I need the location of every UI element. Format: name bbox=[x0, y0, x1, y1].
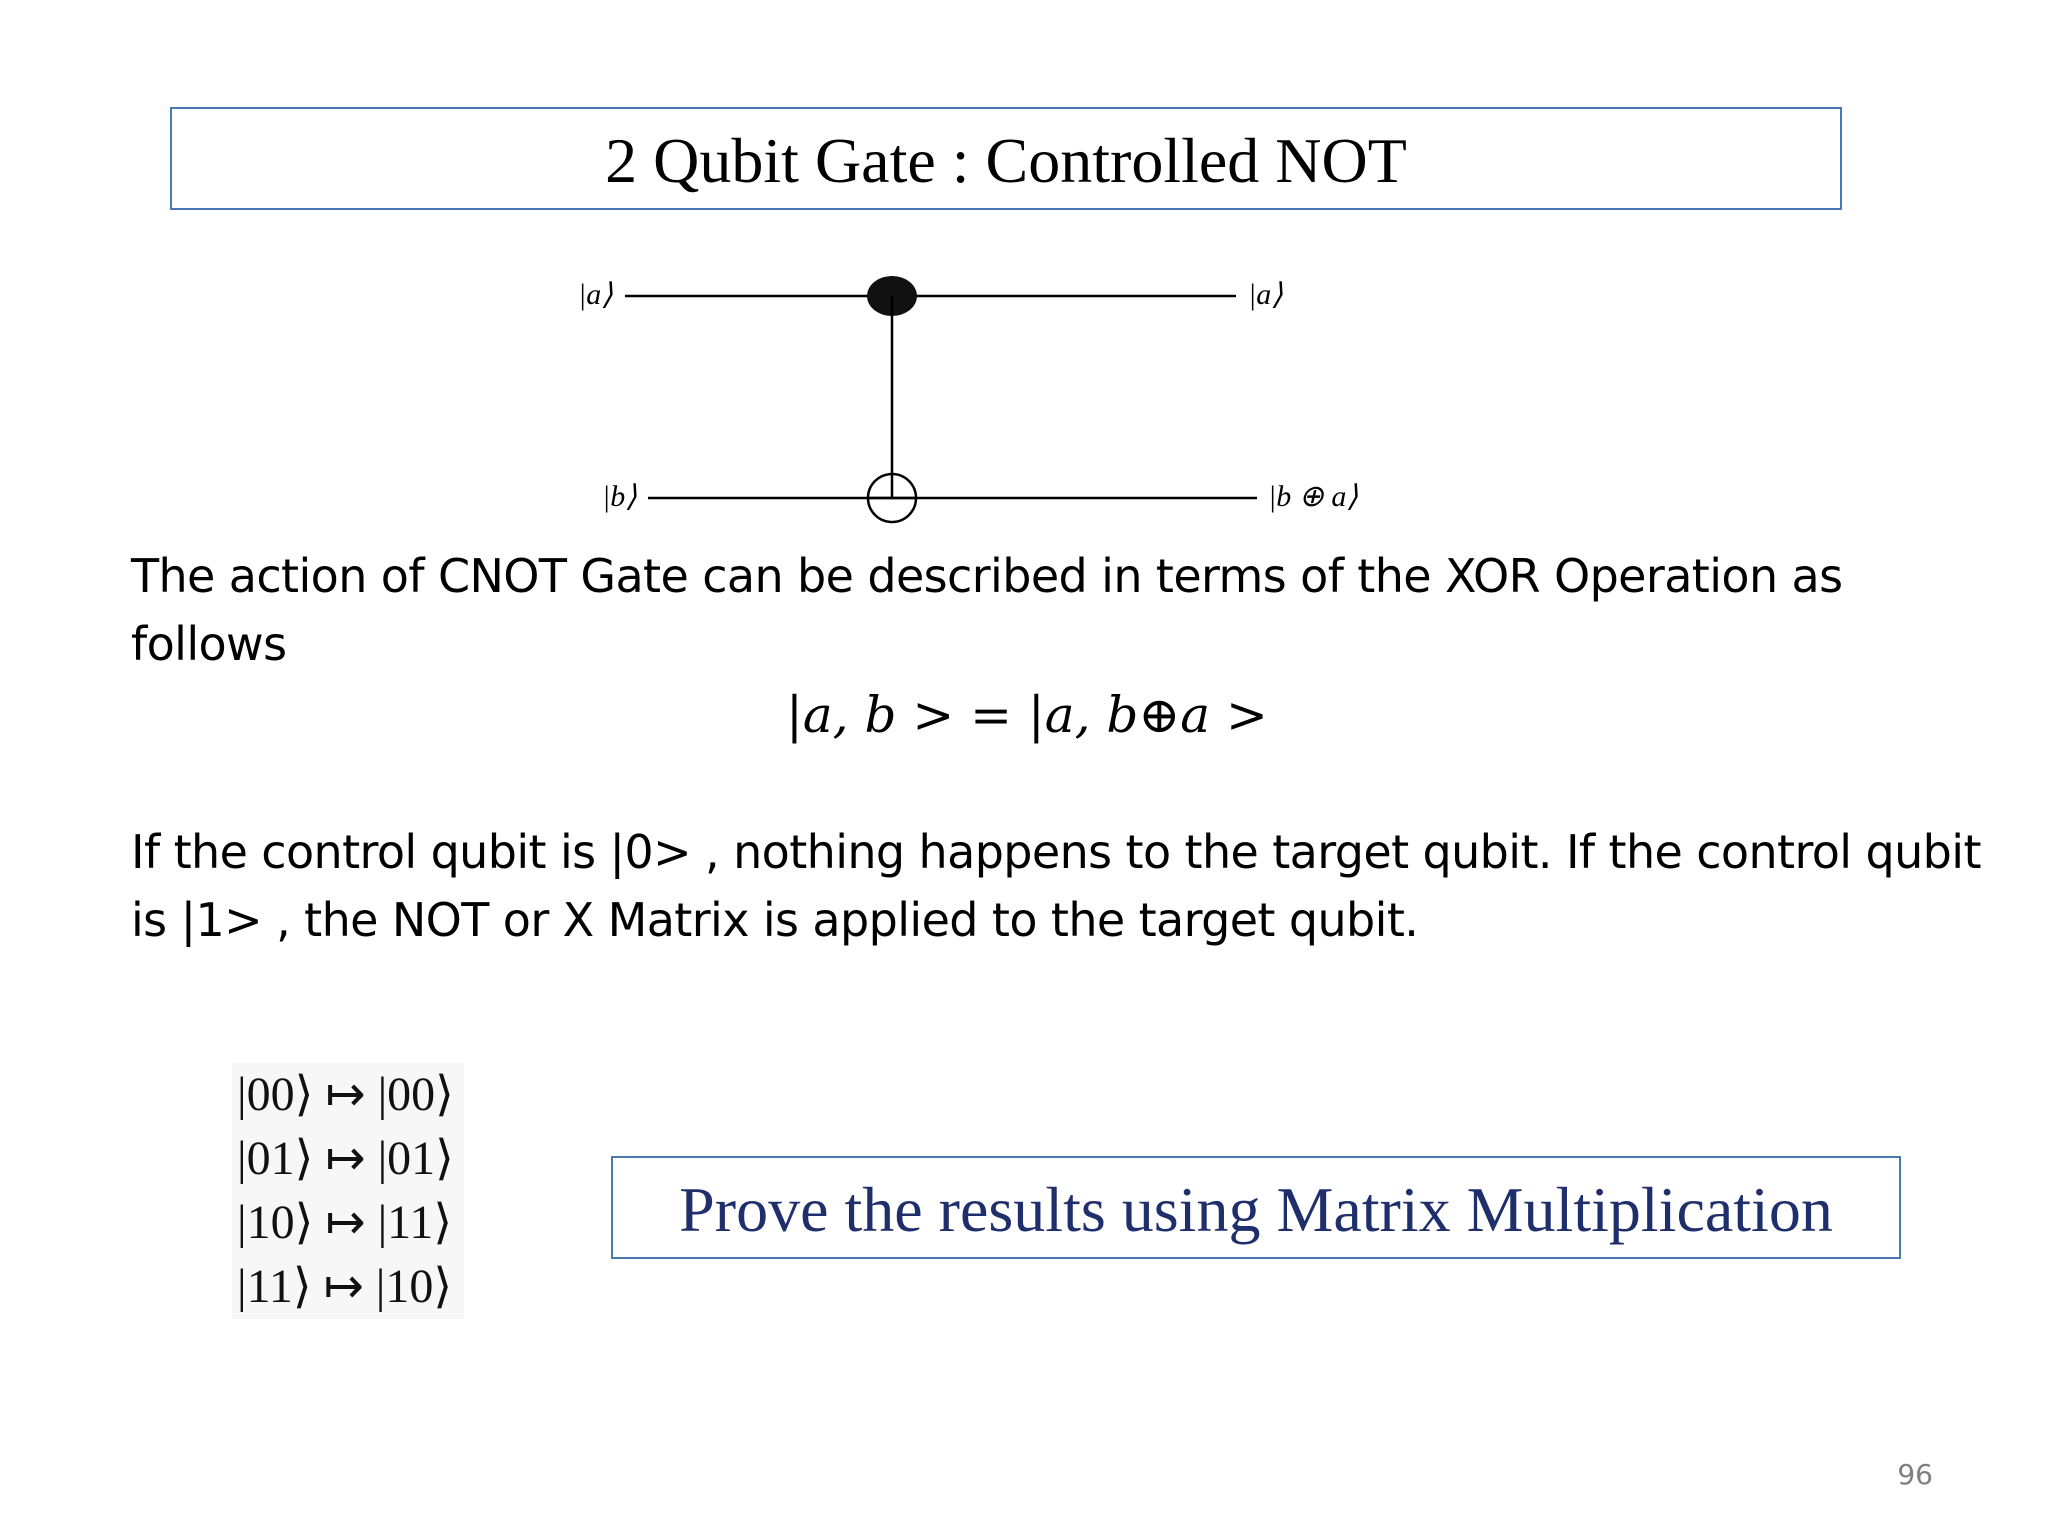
truth-output: |10⟩ bbox=[375, 1260, 453, 1313]
prove-callout-text: Prove the results using Matrix Multiplication bbox=[679, 1173, 1833, 1245]
truth-input: |10⟩ bbox=[237, 1196, 314, 1249]
truth-input: |11⟩ bbox=[237, 1260, 312, 1313]
truth-table-row bbox=[237, 1127, 454, 1191]
title-box bbox=[170, 107, 1842, 210]
maps-to-arrow: ↦ bbox=[325, 1132, 366, 1185]
control-input-label: |a⟩ bbox=[578, 278, 613, 311]
control-output-label: |a⟩ bbox=[1248, 278, 1283, 311]
page-number: 96 bbox=[1897, 1458, 1933, 1491]
maps-to-arrow: ↦ bbox=[325, 1068, 366, 1121]
truth-output: |11⟩ bbox=[377, 1196, 453, 1249]
truth-output: |00⟩ bbox=[377, 1068, 454, 1121]
truth-output: |01⟩ bbox=[377, 1132, 454, 1185]
truth-table-row bbox=[237, 1063, 454, 1127]
truth-input: |01⟩ bbox=[237, 1132, 314, 1185]
maps-to-arrow: ↦ bbox=[323, 1260, 364, 1313]
slide-title: 2 Qubit Gate : Controlled NOT bbox=[605, 124, 1407, 196]
truth-table-row bbox=[237, 1191, 454, 1255]
control-qubit-description: If the control qubit is |0> , nothing happens to the target qubit. If the control qubit is |1> , the NOT or X Matrix is applied to the target qubit. bbox=[131, 825, 1981, 947]
cnot-truth-table bbox=[232, 1063, 464, 1319]
truth-table-row bbox=[237, 1255, 454, 1319]
cnot-equation: |a, b > = |a, b⊕a > bbox=[786, 686, 1268, 744]
truth-input: |00⟩ bbox=[237, 1068, 314, 1121]
target-input-label: |b⟩ bbox=[602, 480, 637, 513]
target-output-label: |b ⊕ a⟩ bbox=[1268, 480, 1359, 513]
maps-to-arrow: ↦ bbox=[325, 1196, 366, 1249]
cnot-xor-description: The action of CNOT Gate can be described in terms of the XOR Operation as follows bbox=[131, 549, 1843, 671]
cnot-circuit-diagram bbox=[560, 265, 1380, 525]
prove-callout-box bbox=[611, 1156, 1901, 1259]
